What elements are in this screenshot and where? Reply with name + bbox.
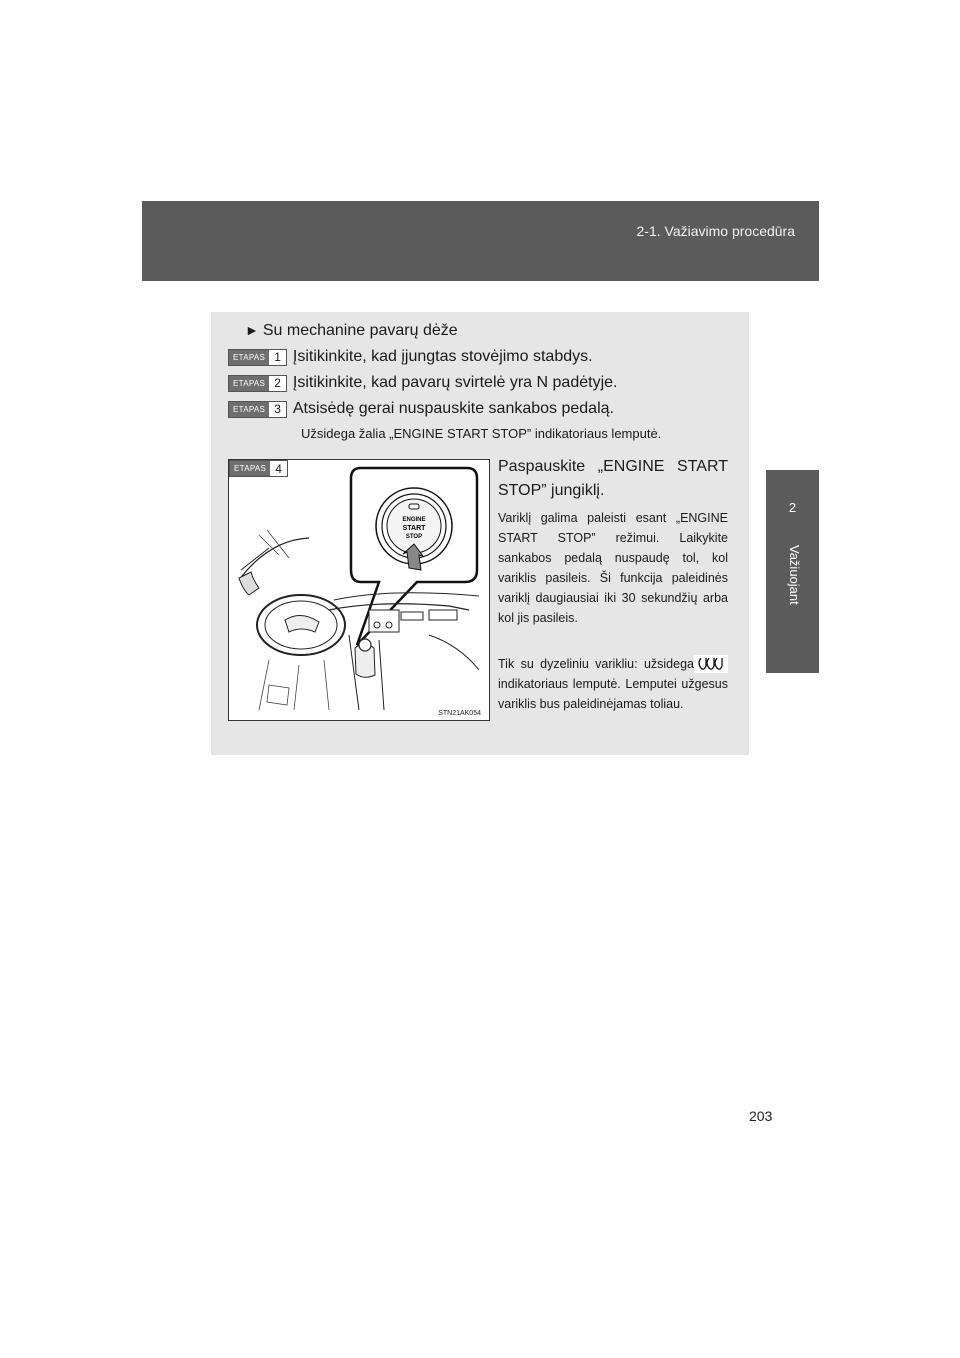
step-badge: ETAPAS 2 bbox=[228, 375, 287, 392]
car-interior-drawing bbox=[229, 460, 489, 720]
step-4-instruction: Paspauskite „ENGINE START STOP” jungiklį. bbox=[498, 458, 728, 499]
procedure-heading bbox=[245, 320, 458, 341]
chapter-tab bbox=[766, 470, 819, 673]
step-3 bbox=[228, 400, 614, 418]
chapter-number: 2 bbox=[788, 500, 797, 515]
heading-text: Su mechanine pavarų dėže bbox=[262, 322, 458, 339]
dashboard-illustration bbox=[228, 459, 490, 721]
glow-plug-indicator-icon bbox=[694, 655, 728, 673]
step-text: Įsitikinkite, kad pavarų svirtelė yra N padėtyje. bbox=[292, 374, 618, 391]
section-title: 2-1. Važiavimo procedūra bbox=[636, 223, 795, 239]
step-badge: ETAPAS 4 bbox=[229, 460, 288, 477]
step-badge: ETAPAS 3 bbox=[228, 401, 287, 418]
instruction-box bbox=[211, 312, 749, 755]
diesel-note-prefix: Tik su dyzeliniu varikliu: bbox=[498, 657, 638, 671]
button-label-engine: ENGINE bbox=[402, 517, 426, 523]
figure-code: STN21AK054 bbox=[438, 710, 481, 717]
page-number: 203 bbox=[749, 1108, 773, 1124]
step-2 bbox=[228, 374, 617, 392]
section-header bbox=[142, 201, 819, 281]
step-4-paragraph-2 bbox=[498, 654, 728, 714]
step-1 bbox=[228, 348, 593, 366]
step-3-note: Užsidega žalia „ENGINE START STOP” indikatoriaus lemputė. bbox=[301, 426, 662, 441]
step-text: Įsitikinkite, kad įjungtas stovėjimo stabdys. bbox=[292, 348, 593, 365]
chapter-label: Važiuojant bbox=[787, 545, 802, 605]
diesel-note-suffix: užsidega indikatoriaus lemputė. Lemputei užgesus variklis bus paleidinėjamas toliau. bbox=[498, 657, 728, 711]
triangle-bullet-icon: ► bbox=[245, 322, 259, 338]
button-label-start: START bbox=[402, 525, 426, 532]
step-4-paragraph-1: Variklį galima paleisti esant „ENGINE START STOP” režimui. Laikykite sankabos pedalą nuspaudę tol, kol variklis pasileis. Ši funkcija paleidinės variklį daugiausiai iki 30 sekundžių arba kol jis pasileis. bbox=[498, 511, 728, 625]
step-badge: ETAPAS 1 bbox=[228, 349, 287, 366]
button-label-stop: STOP bbox=[405, 534, 423, 540]
step-text: Atsisėdę gerai nuspauskite sankabos pedalą. bbox=[292, 400, 614, 417]
